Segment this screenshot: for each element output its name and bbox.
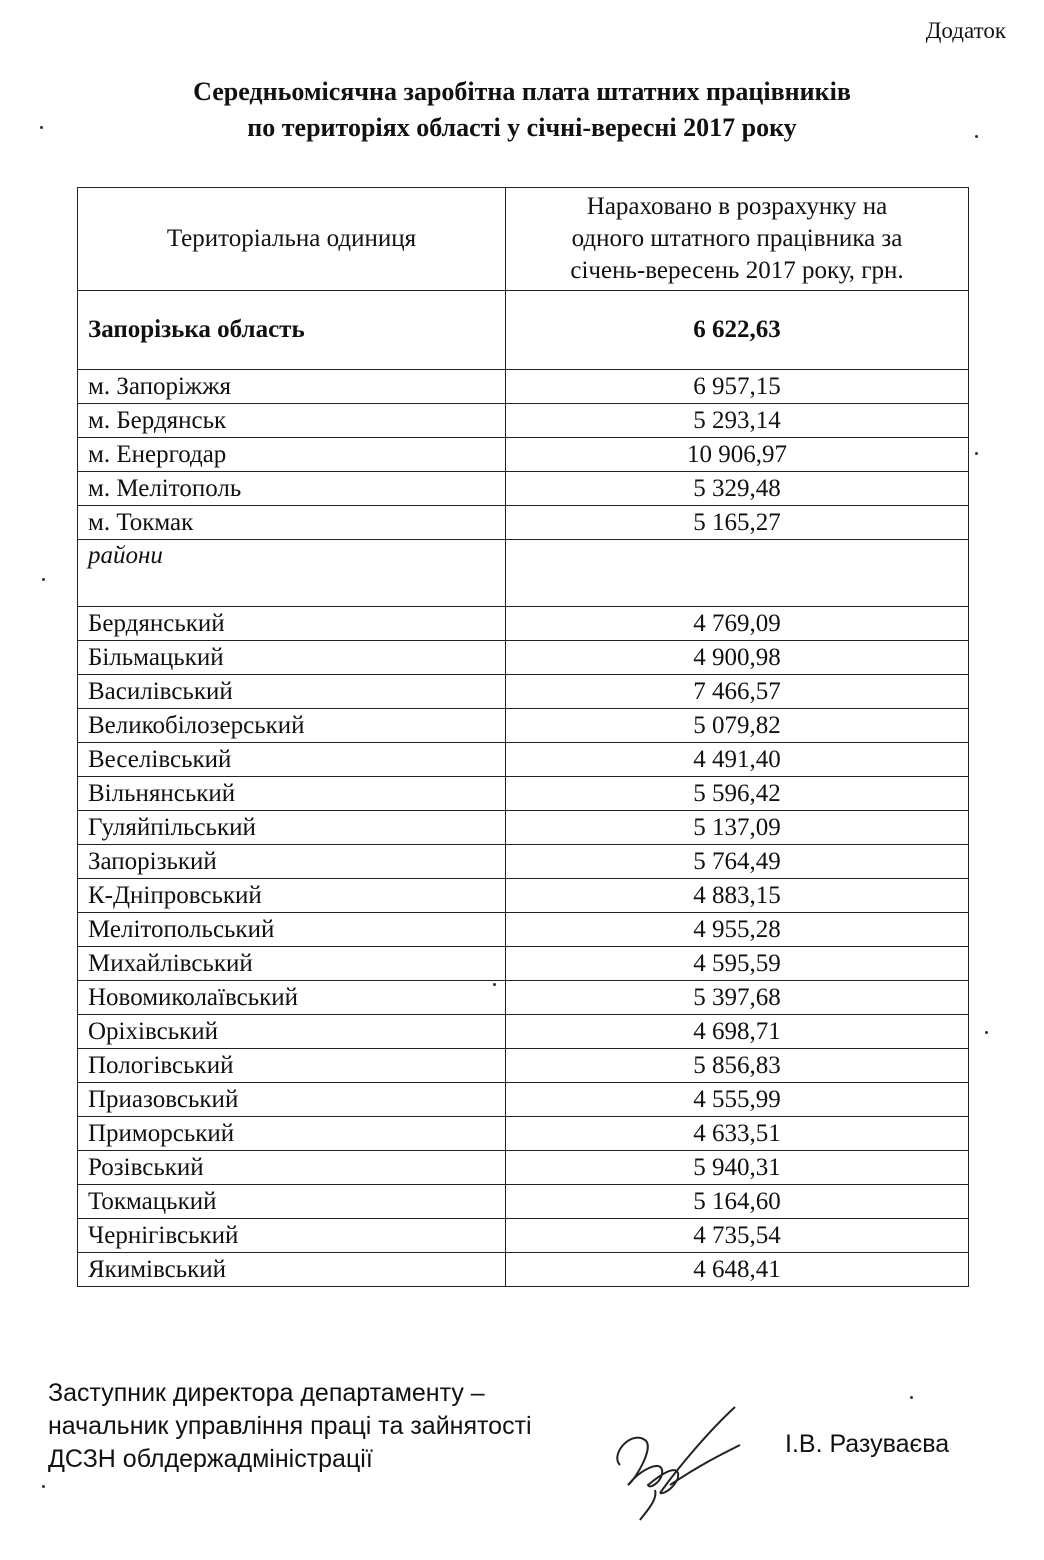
salary-value: 4 633,51 (506, 1117, 969, 1151)
territory-name: Вільнянський (78, 777, 506, 811)
territory-name: Василівський (78, 675, 506, 709)
scan-speck (975, 135, 978, 138)
territory-name: Пологівський (78, 1049, 506, 1083)
district-row (78, 879, 969, 913)
territory-name: Якимівський (78, 1253, 506, 1287)
header-accrued-line-3: січень-вересень 2017 року, грн. (570, 257, 904, 284)
salary-value: 7 466,57 (506, 675, 969, 709)
territory-name: Бердянський (78, 607, 506, 641)
districts-empty-cell (506, 540, 969, 607)
district-row (78, 1253, 969, 1287)
city-row (78, 438, 969, 472)
footer-line-2: начальник управління праці та зайнятості (48, 1412, 532, 1440)
salary-value: 5 940,31 (506, 1151, 969, 1185)
territory-name: Мелітопольський (78, 913, 506, 947)
district-row (78, 845, 969, 879)
district-row (78, 1083, 969, 1117)
district-row (78, 1015, 969, 1049)
salary-value: 4 883,15 (506, 879, 969, 913)
salary-value: 6 957,15 (506, 370, 969, 404)
header-territory: Територіальна одиниця (78, 188, 506, 291)
district-row (78, 1049, 969, 1083)
salary-value: 4 648,41 (506, 1253, 969, 1287)
scan-speck (42, 578, 45, 581)
title-line-2: по територіях області у січні-вересні 2017 року (247, 113, 797, 142)
salary-value: 5 764,49 (506, 845, 969, 879)
city-row (78, 404, 969, 438)
salary-value: 5 137,09 (506, 811, 969, 845)
district-row (78, 675, 969, 709)
district-row (78, 641, 969, 675)
territory-name: м. Токмак (78, 506, 506, 540)
district-row (78, 1151, 969, 1185)
district-row (78, 709, 969, 743)
salary-value: 4 491,40 (506, 743, 969, 777)
territory-name: м. Бердянськ (78, 404, 506, 438)
territory-name: Великобілозерський (78, 709, 506, 743)
territory-name: Запорізький (78, 845, 506, 879)
salary-table (77, 187, 969, 1287)
salary-value: 4 900,98 (506, 641, 969, 675)
salary-value: 5 596,42 (506, 777, 969, 811)
salary-value: 5 079,82 (506, 709, 969, 743)
addendum-label: Додаток (925, 18, 1006, 43)
territory-name: м. Мелітополь (78, 472, 506, 506)
header-accrued (506, 188, 969, 291)
region-value: 6 622,63 (506, 291, 969, 370)
territory-name: Новомиколаївський (78, 981, 506, 1015)
districts-label: райони (78, 540, 506, 607)
territory-name: м. Енергодар (78, 438, 506, 472)
salary-value: 5 856,83 (506, 1049, 969, 1083)
salary-value: 5 329,48 (506, 472, 969, 506)
territory-name: Розівський (78, 1151, 506, 1185)
salary-value: 5 293,14 (506, 404, 969, 438)
salary-value: 5 165,27 (506, 506, 969, 540)
table-header-row (78, 188, 969, 291)
district-row (78, 913, 969, 947)
scan-speck (910, 1396, 913, 1399)
district-row (78, 607, 969, 641)
city-row (78, 370, 969, 404)
salary-value: 4 735,54 (506, 1219, 969, 1253)
territory-name: Веселівський (78, 743, 506, 777)
district-row (78, 981, 969, 1015)
district-row (78, 811, 969, 845)
territory-name: Михайлівський (78, 947, 506, 981)
territory-name: Чернігівський (78, 1219, 506, 1253)
title-line-1: Середньомісячна заробітна плата штатних працівників (193, 77, 851, 106)
footer-line-3: ДСЗН облдержадміністрації (48, 1445, 373, 1473)
salary-value: 5 397,68 (506, 981, 969, 1015)
district-row (78, 777, 969, 811)
district-row (78, 1117, 969, 1151)
salary-value: 4 555,99 (506, 1083, 969, 1117)
salary-value: 5 164,60 (506, 1185, 969, 1219)
scan-speck (975, 452, 978, 455)
territory-name: К-Дніпровський (78, 879, 506, 913)
territory-name: Гуляйпільський (78, 811, 506, 845)
salary-value: 4 769,09 (506, 607, 969, 641)
district-row (78, 1185, 969, 1219)
district-row (78, 1219, 969, 1253)
district-row (78, 947, 969, 981)
territory-name: Оріхівський (78, 1015, 506, 1049)
city-row (78, 506, 969, 540)
footer-position (48, 1377, 532, 1476)
districts-subheader-row (78, 540, 969, 607)
header-accrued-line-2: одного штатного працівника за (571, 225, 903, 252)
scan-speck (985, 1031, 988, 1034)
scan-speck (40, 126, 43, 129)
territory-name: Приазовський (78, 1083, 506, 1117)
district-row (78, 743, 969, 777)
territory-name: Токмацький (78, 1185, 506, 1219)
scan-speck (42, 1485, 45, 1488)
document-title (0, 74, 1044, 146)
territory-name: Більмацький (78, 641, 506, 675)
salary-value: 10 906,97 (506, 438, 969, 472)
salary-value: 4 595,59 (506, 947, 969, 981)
city-row (78, 472, 969, 506)
region-total-row (78, 291, 969, 370)
region-name: Запорізька область (78, 291, 506, 370)
salary-value: 4 698,71 (506, 1015, 969, 1049)
header-accrued-line-1: Нараховано в розрахунку на (586, 193, 888, 220)
signature-image (600, 1395, 750, 1525)
signer-name: І.В. Разуваєва (785, 1430, 950, 1458)
territory-name: м. Запоріжжя (78, 370, 506, 404)
footer-line-1: Заступник директора департаменту – (48, 1379, 485, 1407)
scan-speck (493, 983, 496, 986)
salary-value: 4 955,28 (506, 913, 969, 947)
territory-name: Приморський (78, 1117, 506, 1151)
